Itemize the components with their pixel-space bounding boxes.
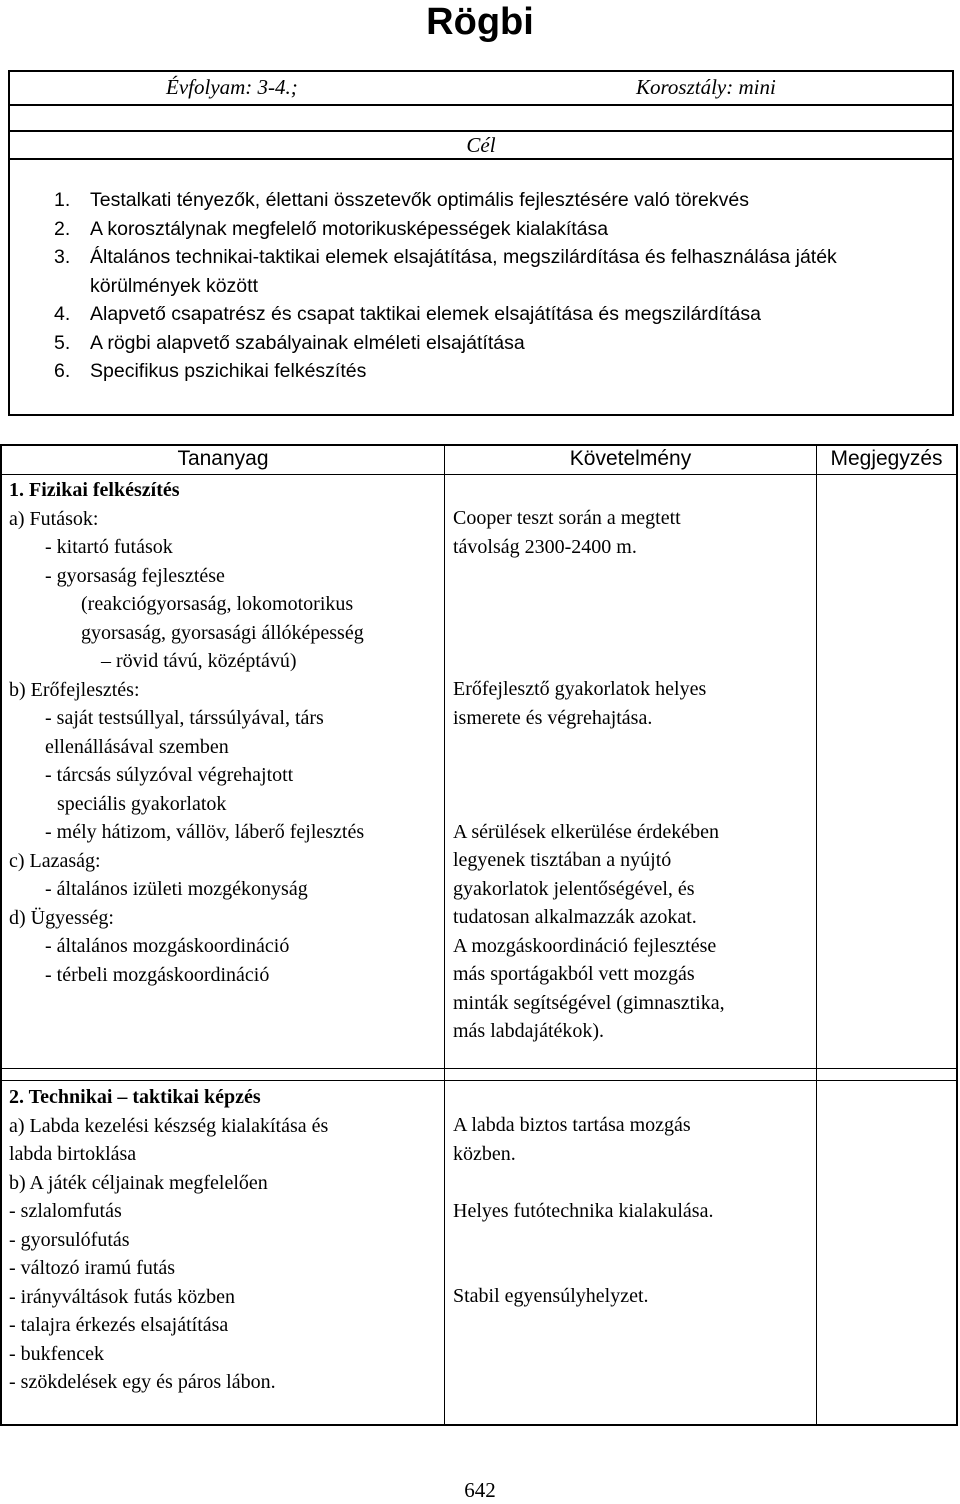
cel-heading: Cél — [466, 133, 496, 157]
table-line: - saját testsúllyal, társsúlyával, társ — [45, 707, 324, 729]
goal-number: 3. — [54, 246, 71, 268]
page-number: 642 — [464, 1478, 496, 1502]
table-line: - irányváltások futás közben — [9, 1285, 236, 1308]
table-line: Helyes futótechnika kialakulása. — [453, 1199, 714, 1222]
table-line: b) Erőfejlesztés: — [9, 678, 140, 701]
table-line: - szlalomfutás — [9, 1200, 122, 1222]
goal-text: Specifikus pszichikai felkészítés — [90, 360, 367, 382]
page-title: Rögbi — [426, 1, 534, 43]
table-line: ismerete és végrehajtása. — [453, 706, 653, 729]
table-line: c) Lazaság: — [9, 849, 101, 872]
table-line — [453, 1168, 813, 1197]
table-line: 2. Technikai – taktikai képzés — [9, 1086, 261, 1108]
section2-tananyag — [9, 1083, 441, 1397]
goals-list — [10, 186, 952, 386]
table-line: - bukfencek — [9, 1342, 104, 1365]
section1-tananyag — [9, 476, 441, 989]
goal-text: Általános technikai-taktikai elemek elsajátítása, megszilárdítása és felhasználása játék — [90, 246, 837, 268]
goal-number: 5. — [54, 331, 71, 354]
table-line — [453, 647, 813, 676]
table-line — [453, 789, 813, 818]
table-line: labda birtoklása — [9, 1143, 137, 1165]
header-kovetelmeny: Követelmény — [569, 447, 692, 470]
table-line — [453, 618, 813, 647]
table-line: Erőfejlesztő gyakorlatok helyes — [453, 678, 707, 700]
table-line: - térbeli mozgáskoordináció — [45, 963, 270, 986]
table-line: tudatosan alkalmazzák azokat. — [453, 906, 697, 928]
header-row — [10, 72, 952, 106]
evfolyam-label: Évfolyam: 3-4.; — [166, 75, 298, 99]
table-line: - változó iramú futás — [9, 1257, 176, 1279]
table-line: - általános izületi mozgékonyság — [45, 878, 308, 900]
goal-item — [10, 357, 952, 386]
table-line: gyakorlatok jelentőségével, és — [453, 877, 695, 900]
goal-text: A korosztálynak megfelelő motorikusképességek kialakítása — [90, 217, 609, 240]
korosztaly-label: Korosztály: mini — [636, 75, 776, 99]
table-line: b) A játék céljainak megfelelően — [9, 1171, 268, 1194]
section2-kovetelmeny — [453, 1111, 813, 1311]
table-line: más sportágakból vett mozgás — [453, 963, 695, 985]
table-line: – rövid távú, középtávú) — [101, 650, 297, 672]
table-line: a) Labda kezelési készség kialakítása és — [9, 1114, 329, 1137]
table-line: minták segítségével (gimnasztika, — [453, 991, 725, 1014]
goals-box — [8, 70, 954, 416]
table-line: Stabil egyensúlyhelyzet. — [453, 1285, 649, 1307]
goal-number: 2. — [54, 217, 71, 240]
goal-text: A rögbi alapvető szabályainak elméleti elsajátítása — [90, 331, 525, 354]
header-megjegyzes: Megjegyzés — [830, 447, 943, 470]
table-line: legyenek tisztában a nyújtó — [453, 849, 672, 871]
table-line: Cooper teszt során a megtett — [453, 507, 681, 529]
table-line: A sérülések elkerülése érdekében — [453, 820, 719, 843]
table-line: távolság 2300-2400 m. — [453, 535, 637, 558]
goal-item — [10, 329, 952, 358]
goal-item — [10, 215, 952, 244]
table-line — [453, 1254, 813, 1283]
table-line: - kitartó futások — [45, 536, 173, 558]
table-line: a) Futások: — [9, 507, 99, 530]
goal-number: 1. — [54, 189, 71, 211]
table-line — [453, 590, 813, 619]
table-line — [453, 1225, 813, 1254]
table-line: - tárcsás súlyzóval végrehajtott — [45, 764, 294, 786]
table-line: speciális gyakorlatok — [57, 792, 227, 815]
table-line — [453, 561, 813, 590]
table-line: A mozgáskoordináció fejlesztése — [453, 934, 717, 957]
table-line: - gyorsulófutás — [9, 1228, 130, 1251]
table-line: d) Ügyesség: — [9, 906, 114, 929]
goal-text: Alapvető csapatrész és csapat taktikai elemek elsajátítása és megszilárdítása — [90, 303, 761, 325]
goal-text: Testalkati tényezők, élettani összetevők optimális fejlesztésére való törekvés — [90, 189, 749, 211]
table-line: ellenállásával szemben — [45, 735, 229, 758]
table-line: A labda biztos tartása mozgás — [453, 1114, 691, 1136]
goal-item — [10, 243, 952, 300]
table-line: 1. Fizikai felkészítés — [9, 479, 180, 501]
table-line — [453, 761, 813, 790]
goal-number: 6. — [54, 360, 71, 382]
header-tananyag: Tananyag — [177, 447, 269, 470]
goal-number: 4. — [54, 303, 71, 325]
goal-text: körülmények között — [90, 274, 258, 297]
table-line: (reakciógyorsaság, lokomotorikus — [81, 593, 354, 615]
table-line: gyorsaság, gyorsasági állóképesség — [81, 621, 364, 644]
table-line — [453, 732, 813, 761]
table-line: - szökdelések egy és páros lábon. — [9, 1371, 276, 1393]
section1-kovetelmeny — [453, 504, 813, 1046]
goal-item — [10, 300, 952, 329]
goal-item — [10, 186, 952, 215]
table-line: - talajra érkezés elsajátítása — [9, 1314, 229, 1336]
table-line: - gyorsaság fejlesztése — [45, 564, 225, 587]
table-line: közben. — [453, 1142, 516, 1165]
table-line: - általános mozgáskoordináció — [45, 935, 290, 957]
table-line: - mély hátizom, vállöv, láberő fejlesztés — [45, 821, 365, 843]
table-line: más labdajátékok). — [453, 1020, 605, 1042]
